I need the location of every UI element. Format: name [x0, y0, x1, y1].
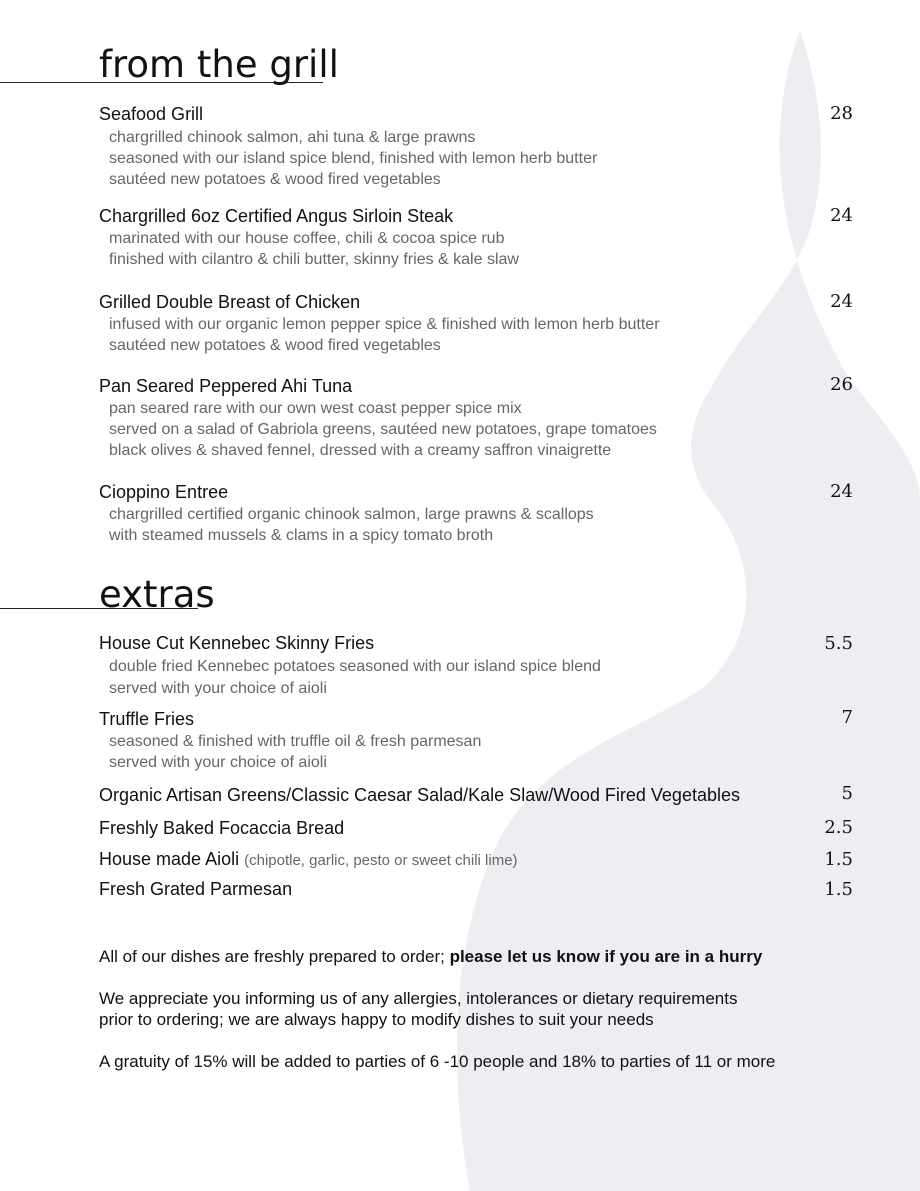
menu-item-price: 24	[830, 291, 853, 312]
extras-item-price: 5	[841, 783, 853, 804]
extras-item-name-text: House made Aioli	[99, 849, 240, 869]
menu-item-name: Seafood Grill	[99, 104, 204, 124]
menu-item-description: sautéed new potatoes & wood fired vegetables	[109, 337, 441, 354]
menu-item-description: finished with cilantro & chili butter, skinny fries & kale slaw	[109, 251, 519, 268]
prep-note-emphasis: please let us know if you are in a hurry	[449, 947, 763, 966]
menu-item-name: Cioppino Entree	[99, 482, 229, 502]
extras-item-name: House Cut Kennebec Skinny Fries	[99, 633, 375, 653]
menu-item-description: sautéed new potatoes & wood fired vegetables	[109, 171, 441, 188]
extras-item-price: 5.5	[824, 633, 853, 654]
menu-item-description: pan seared rare with our own west coast pepper spice mix	[109, 400, 522, 417]
menu-item-description: seasoned with our island spice blend, finished with lemon herb butter	[109, 150, 598, 167]
allergy-note-line-1: We appreciate you informing us of any allergies, intolerances or dietary requirements	[99, 989, 738, 1008]
extras-item-name: Truffle Fries	[99, 709, 195, 729]
menu-item-name: Grilled Double Breast of Chicken	[99, 292, 361, 312]
menu-item-description: chargrilled certified organic chinook salmon, large prawns & scallops	[109, 506, 594, 523]
extras-item-name	[99, 850, 518, 868]
menu-item-description: marinated with our house coffee, chili & cocoa spice rub	[109, 230, 505, 247]
extras-item-name: Fresh Grated Parmesan	[99, 879, 293, 899]
menu-item-name: Chargrilled 6oz Certified Angus Sirloin Steak	[99, 206, 454, 226]
menu-item-name: Pan Seared Peppered Ahi Tuna	[99, 376, 353, 396]
menu-item-price: 24	[830, 481, 853, 502]
section-title-grill: from the grill	[99, 43, 339, 86]
menu-item-description: infused with our organic lemon pepper spice & finished with lemon herb butter	[109, 316, 660, 333]
menu-item-description: black olives & shaved fennel, dressed with a creamy saffron vinaigrette	[109, 442, 612, 459]
prep-note-text: All of our dishes are freshly prepared to order;	[99, 947, 450, 966]
prep-note	[99, 946, 762, 967]
menu-item-price: 24	[830, 205, 853, 226]
extras-item-description: double fried Kennebec potatoes seasoned with our island spice blend	[109, 658, 601, 675]
extras-item-description: served with your choice of aioli	[109, 754, 327, 771]
menu-item-description: with steamed mussels & clams in a spicy tomato broth	[109, 527, 494, 544]
menu-item-description: served on a salad of Gabriola greens, sautéed new potatoes, grape tomatoes	[109, 421, 657, 438]
extras-item-name: Freshly Baked Focaccia Bread	[99, 818, 345, 838]
menu-item-price: 28	[830, 103, 853, 124]
extras-item-description: served with your choice of aioli	[109, 680, 327, 697]
extras-item-name: Organic Artisan Greens/Classic Caesar Salad/Kale Slaw/Wood Fired Vegetables	[99, 785, 740, 805]
allergy-note-line-2: prior to ordering; we are always happy to modify dishes to suit your needs	[99, 1010, 654, 1029]
menu-item-price: 26	[830, 374, 853, 395]
extras-item-price: 1.5	[824, 879, 853, 900]
extras-item-price: 7	[841, 707, 853, 728]
extras-item-price: 1.5	[824, 849, 853, 870]
gratuity-note: A gratuity of 15% will be added to parties of 6 -10 people and 18% to parties of 11 or more	[99, 1052, 776, 1071]
extras-item-description: seasoned & finished with truffle oil & fresh parmesan	[109, 733, 482, 750]
extras-item-note: (chipotle, garlic, pesto or sweet chili lime)	[244, 852, 518, 869]
extras-item-price: 2.5	[824, 817, 853, 838]
section-title-extras: extras	[99, 573, 215, 616]
menu-item-description: chargrilled chinook salmon, ahi tuna & large prawns	[109, 129, 476, 146]
